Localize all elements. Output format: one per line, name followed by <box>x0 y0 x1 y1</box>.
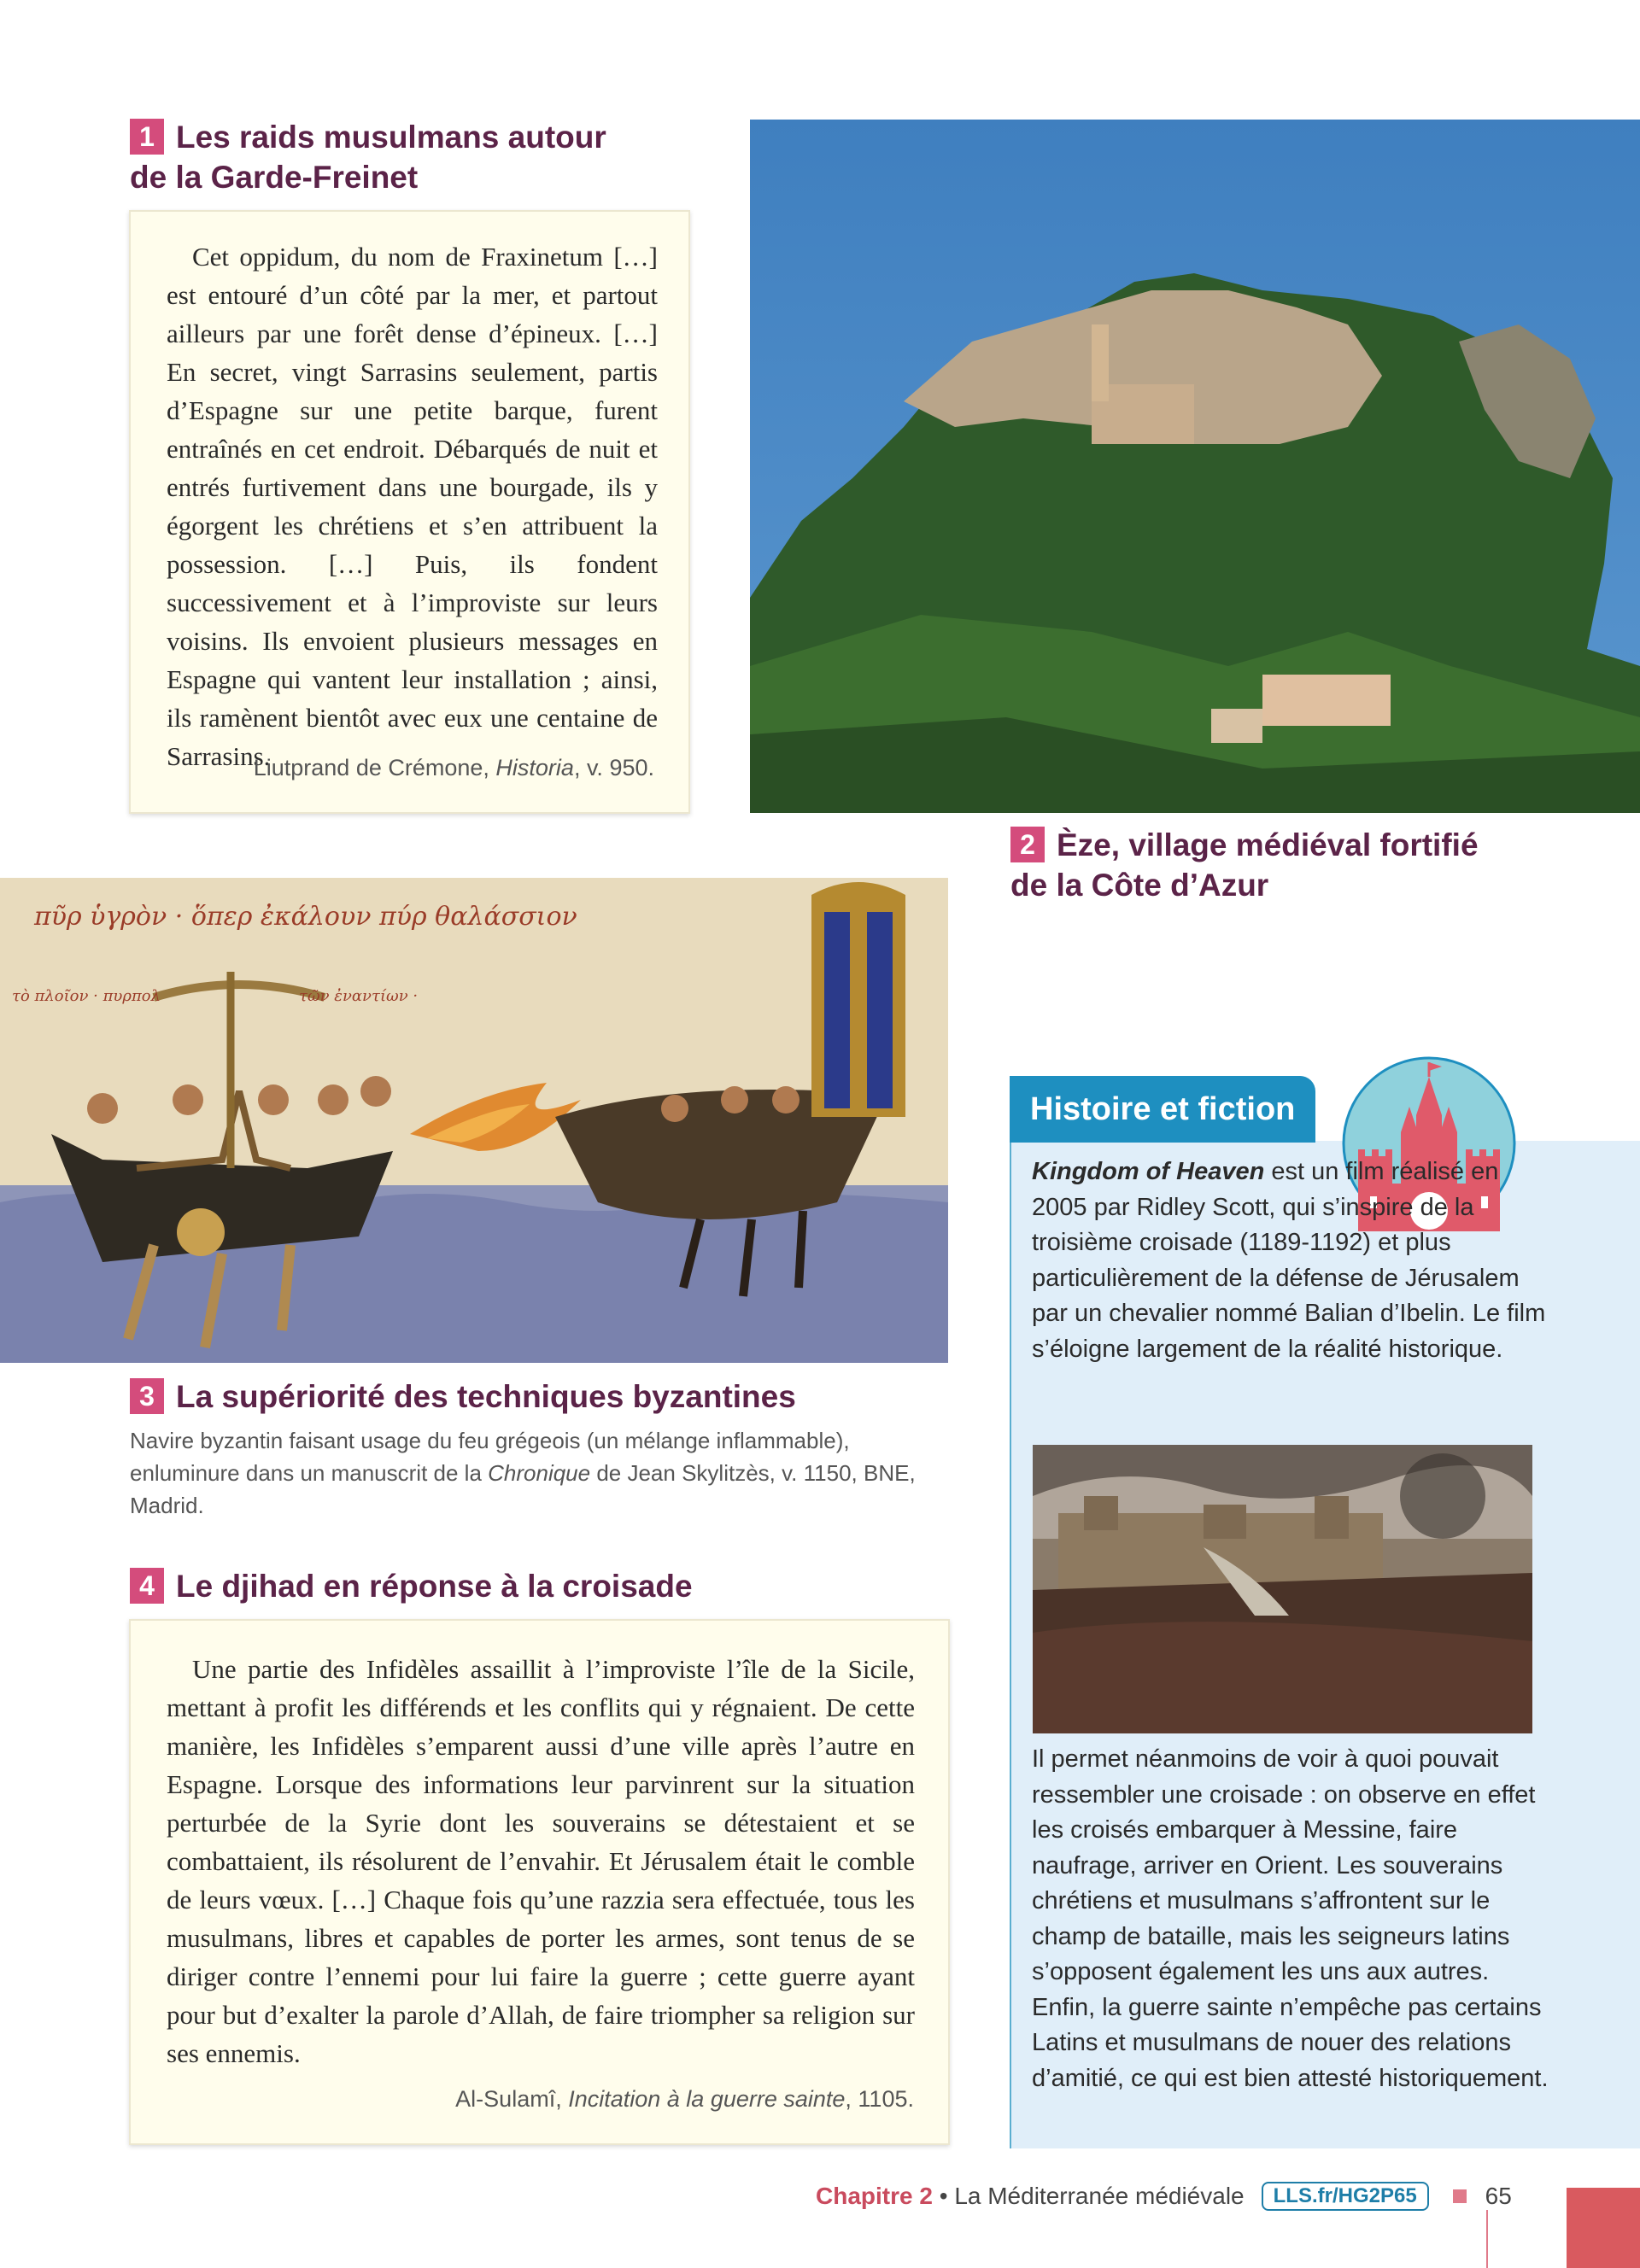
footer-chapter-title: La Méditerranée médiévale <box>954 2183 1245 2209</box>
doc1-quote-box <box>129 210 690 814</box>
fiction-text-body: Il permet néanmoins de voir à quoi pouvait ressembler une croisade : on observe en effet les croisés embarquer à Messine, faire naufrage, arriver en Orient. Les souverains chrétiens et musulmans s’affrontent sur le champ de bataille, mais les seigneurs latins s’opposent également les uns aux autres. Enfin, la guerre sainte n’empêche pas certains Latins et musulmans de nouer des relations d’amitié, ce qui est bien attesté historiquement. <box>1032 1745 1549 2092</box>
kingdom-of-heaven-still <box>1033 1445 1532 1733</box>
doc4-title <box>130 1566 950 1606</box>
film-title: Kingdom of Heaven <box>1032 1158 1265 1185</box>
doc4-number-badge: 4 <box>130 1568 164 1604</box>
manuscript-greek-line2: τὸ πλοῖον · πυρπολ <box>12 987 161 1005</box>
eze-village-photo <box>750 120 1640 813</box>
doc1-title-line2: de la Garde-Freinet <box>130 160 419 195</box>
doc2-title-line1: Èze, village médiéval fortifié <box>1057 827 1479 862</box>
manuscript-greek-line3: τῶν ἐναντίων · <box>299 987 419 1005</box>
doc4-source: Al-Sulamî, Incitation à la guerre sainte, 1105. <box>455 2086 914 2112</box>
doc1-title-line1: Les raids musulmans autour <box>176 120 606 155</box>
lls-link[interactable]: LLS.fr/HG2P65 <box>1262 2182 1429 2211</box>
greek-fire-manuscript-image <box>0 878 948 1363</box>
footer <box>816 2177 1542 2215</box>
doc2-number-badge: 2 <box>1010 827 1045 862</box>
page-corner-tab <box>1567 2188 1640 2268</box>
doc4-title-text: Le djihad en réponse à la croisade <box>176 1569 693 1604</box>
footer-marker-icon <box>1453 2189 1467 2203</box>
fiction-tab-label: Histoire et fiction <box>1030 1091 1296 1127</box>
doc1-quote-text: Cet oppidum, du nom de Fraxinetum […] est entouré d’un côté par la mer, et partout ailleurs par une forêt dense d’épineux. […] En secret, vingt Sarrasins seulement, partis d’Espagne sur une petite barque, furent entraînés en cet endroit. Débarqués de nuit et entrés furtivement dans une bourgade, ils y égorgent les chrétiens et s’en attribuent la possession. […] Puis, ils fondent successivement et à l’improviste sur leurs voisins. Ils envoient plusieurs messages en Espagne qui vantent leur installation ; ainsi, ils ramènent bientôt avec eux une centaine de Sarrasins. <box>167 242 658 771</box>
manuscript-greek-line1: πῦρ ὑγρὸν · ὅπερ ἐκάλουν πύρ θαλάσσιον <box>34 902 577 932</box>
doc1-number-badge: 1 <box>130 119 164 155</box>
footer-chapter: Chapitre 2 <box>816 2183 933 2209</box>
doc2-title-line2: de la Côte d’Azur <box>1010 868 1269 903</box>
footer-separator: • <box>932 2183 955 2209</box>
footer-rule <box>1486 2210 1488 2268</box>
doc1-source: Liutprand de Crémone, Historia, v. 950. <box>253 755 654 780</box>
doc3-caption: Navire byzantin faisant usage du feu grégeois (un mélange inflammable), enluminure dans un manuscrit de la Chronique de Jean Skylitzès, v. 1150, BNE, Madrid. <box>130 1428 916 1518</box>
doc3-number-badge: 3 <box>130 1378 164 1414</box>
doc3-title-text: La supériorité des techniques byzantines <box>176 1379 796 1414</box>
doc4-quote-box <box>129 1619 950 2145</box>
doc3-title <box>130 1377 950 1417</box>
fiction-tab <box>1010 1076 1315 1143</box>
fiction-text-intro: Kingdom of Heaven est un film réalisé en 2005 par Ridley Scott, qui s’inspire de la troisième croisade (1189-1192) et plus particulièrement de la défense de Jérusalem par un chevalier nommé Balian d’Ibelin. Le film s’éloigne largement de la réalité historique. <box>1032 1158 1546 1363</box>
page-number: 65 <box>1485 2183 1512 2209</box>
doc4-quote-text: Une partie des Infidèles assaillit à l’improviste l’île de la Sicile, mettant à profit les différends et les conflits qui y régnaient. De cette manière, les Infidèles s’emparent aussi d’une ville après l’autre en Espagne. Lorsque des informations leur parvinrent sur la situation perturbée de la Syrie dont les souverains se détestaient et se combattaient, ils résolurent de l’envahir. Et Jérusalem était le comble de leurs vœux. […] Chaque fois qu’une razzia sera effectuée, tous les musulmans, libres et capables de porter les armes, sont tenus de se diriger contre l’ennemi pour lui faire la guerre ; cette guerre ayant pour but d’exalter la parole d’Allah, de faire triompher sa religion sur ses ennemis. <box>167 1654 915 2068</box>
doc1-title <box>130 117 728 197</box>
doc2-title <box>1010 825 1625 905</box>
